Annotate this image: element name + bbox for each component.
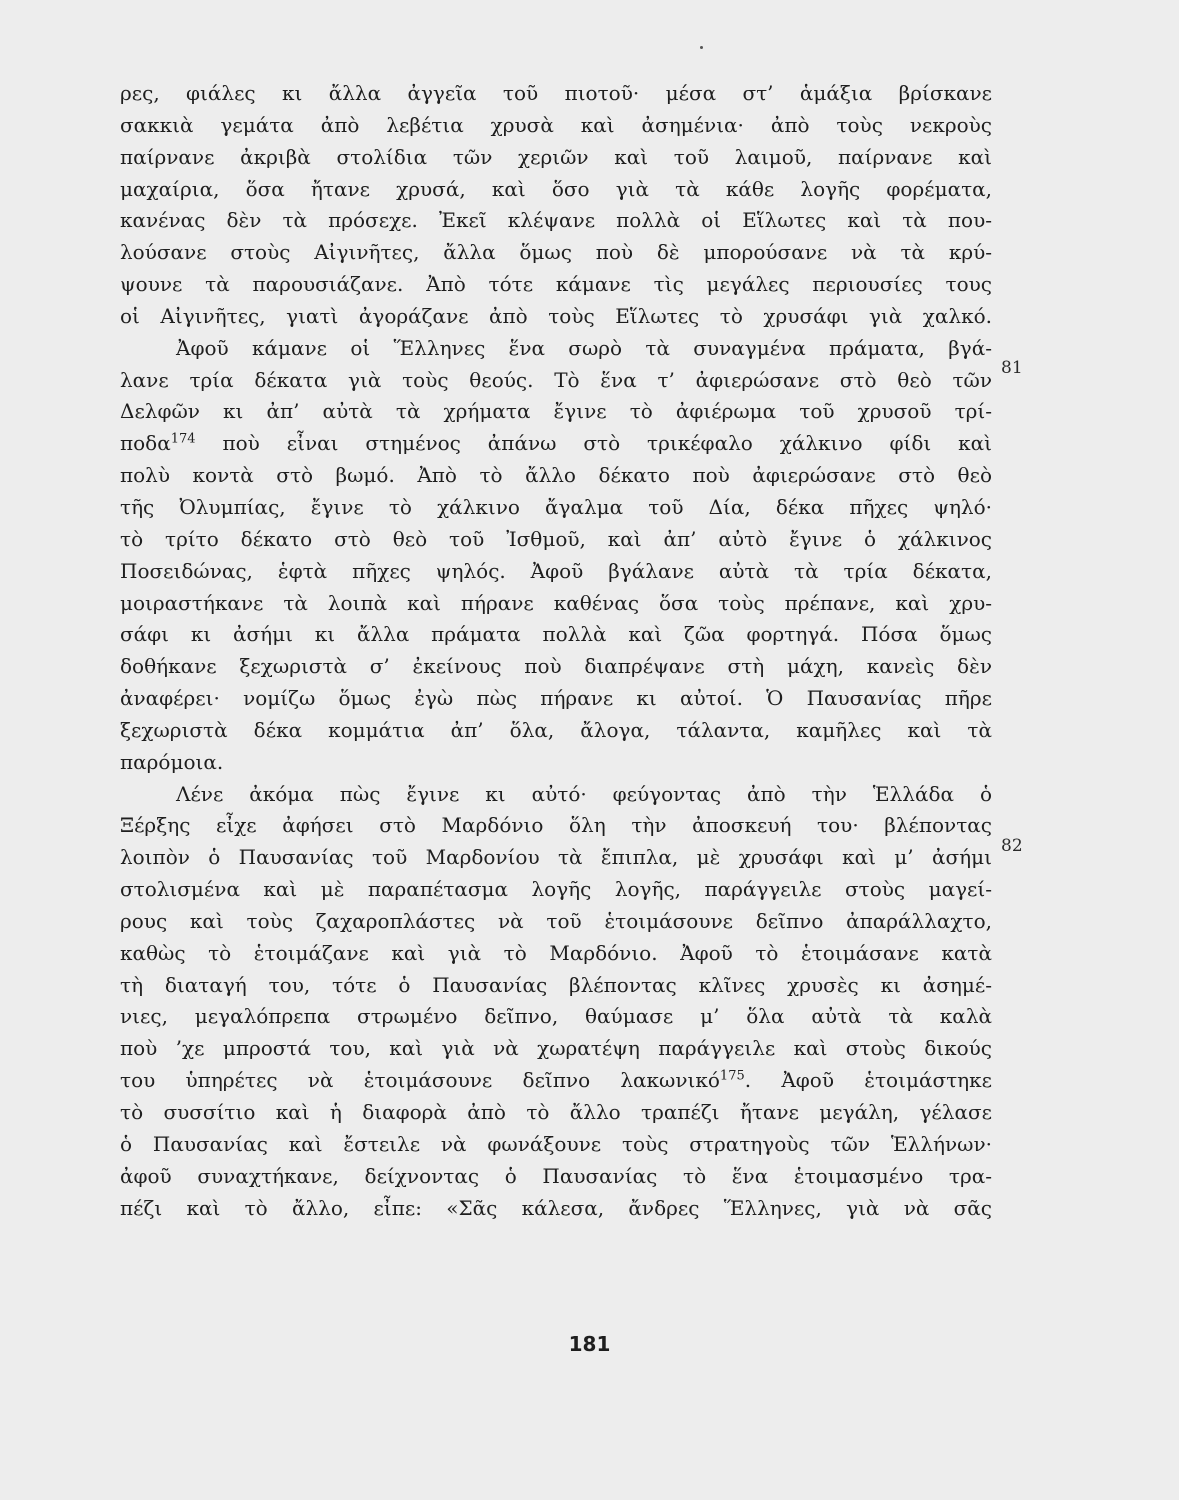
footnote-marker: 175 <box>719 1068 745 1084</box>
text-line: πέζι καὶ τὸ ἄλλο, εἶπε: «Σᾶς κάλεσα, ἄνδρες Ἕλληνες, γιὰ νὰ σᾶς <box>120 1195 992 1220</box>
text-line: στολισμένα καὶ μὲ παραπέτασμα λογῆς λογῆς, παράγγειλε στοὺς μαγεί- <box>120 877 992 902</box>
text-line: ποὺ ’χε μπροστά του, καὶ γιὰ νὰ χωρατέψη παράγγειλε καὶ στοὺς δικούς <box>120 1036 992 1061</box>
text-line: πολὺ κοντὰ στὸ βωμό. Ἀπὸ τὸ ἄλλο δέκατο ποὺ ἀφιερώσανε στὸ θεὸ <box>120 463 992 488</box>
text-line: μαχαίρια, ὅσα ἤτανε χρυσά, καὶ ὅσο γιὰ τὰ κάθε λογῆς φορέματα, <box>120 176 992 201</box>
margin-section-number: 81 <box>1001 358 1023 378</box>
text-line: Λένε ἀκόμα πὼς ἔγινε κι αὐτό· φεύγοντας ἀπὸ τὴν Ἑλλάδα ὁ <box>176 781 992 806</box>
text-line: Ποσειδώνας, ἑφτὰ πῆχες ψηλός. Ἀφοῦ βγάλανε αὐτὰ τὰ τρία δέκατα, <box>120 558 992 583</box>
text-line-with-footnote <box>120 1065 992 1097</box>
text-line: μοιραστήκανε τὰ λοιπὰ καὶ πήρανε καθένας ὅσα τοὺς πρέπανε, καὶ χρυ- <box>120 590 992 615</box>
page-number: 181 <box>568 1332 611 1356</box>
text-line: ὁ Παυσανίας καὶ ἔστειλε νὰ φωνάξουνε τοὺς στρατηγοὺς τῶν Ἑλλήνων· <box>120 1131 992 1156</box>
text-fragment: ποὺ εἶναι στημένος ἀπάνω στὸ τρικέφαλο χάλκινο φίδι καὶ <box>195 431 992 456</box>
text-line: ψουνε τὰ παρουσιάζανε. Ἀπὸ τότε κάμανε τὶς μεγάλες περιουσίες τους <box>120 272 992 297</box>
text-line: Ξέρξης εἶχε ἀφήσει στὸ Μαρδόνιο ὅλη τὴν ἀποσκευή του· βλέποντας <box>120 813 992 838</box>
text-fragment: ποδα <box>120 431 171 456</box>
main-text <box>120 78 992 1224</box>
paper-speck <box>700 46 703 49</box>
text-line: σακκιὰ γεμάτα ἀπὸ λεβέτια χρυσὰ καὶ ἀσημένια· ἀπὸ τοὺς νεκροὺς <box>120 112 992 137</box>
text-line: τὴ διαταγή του, τότε ὁ Παυσανίας βλέποντας κλῖνες χρυσὲς κι ἀσημέ- <box>120 972 992 997</box>
text-line: λοιπὸν ὁ Παυσανίας τοῦ Μαρδονίου τὰ ἔπιπλα, μὲ χρυσάφι καὶ μ’ ἀσήμι <box>120 845 992 870</box>
text-fragment: . Ἀφοῦ ἑτοιμάστηκε <box>744 1068 993 1093</box>
text-line: νιες, μεγαλόπρεπα στρωμένο δεῖπνο, θαύμασε μ’ ὅλα αὐτὰ τὰ καλὰ <box>120 1004 992 1029</box>
footnote-marker: 174 <box>170 431 196 447</box>
text-line: οἱ Αἰγινῆτες, γιατὶ ἀγοράζανε ἀπὸ τοὺς Εἵλωτες τὸ χρυσάφι γιὰ χαλκό. <box>120 303 992 328</box>
text-line: τὸ συσσίτιο καὶ ἡ διαφορὰ ἀπὸ τὸ ἄλλο τραπέζι ἤτανε μεγάλη, γέλασε <box>120 1100 992 1124</box>
text-line: λούσανε στοὺς Αἰγινῆτες, ἄλλα ὅμως ποὺ δὲ μπορούσανε νὰ τὰ κρύ- <box>120 240 992 265</box>
text-line: ἀφοῦ συναχτήκανε, δείχνοντας ὁ Παυσανίας τὸ ἕνα ἑτοιμασμένο τρα- <box>120 1163 992 1188</box>
text-line: ρους καὶ τοὺς ζαχαροπλάστες νὰ τοῦ ἑτοιμάσουνε δεῖπνο ἀπαράλλαχτο, <box>120 908 992 933</box>
text-line-with-footnote <box>120 428 992 460</box>
text-line: ρες, φιάλες κι ἄλλα ἀγγεῖα τοῦ πιοτοῦ· μέσα στ’ ἁμάξια βρίσκανε <box>120 81 992 105</box>
text-line: σάφι κι ἀσήμι κι ἄλλα πράματα πολλὰ καὶ ζῶα φορτηγά. Πόσα ὅμως <box>120 622 992 647</box>
text-line: Ἀφοῦ κάμανε οἱ Ἕλληνες ἕνα σωρὸ τὰ συναγμένα πράματα, βγά- <box>176 335 992 360</box>
text-line: καθὼς τὸ ἑτοιμάζανε καὶ γιὰ τὸ Μαρδόνιο. Ἀφοῦ τὸ ἑτοιμάσανε κατὰ <box>120 940 992 965</box>
text-fragment: του ὑπηρέτες νὰ ἑτοιμάσουνε δεῖπνο λακωνικό <box>120 1068 720 1093</box>
text-line: παρόμοια. <box>120 749 224 774</box>
text-line: ἀναφέρει· νομίζω ὅμως ἐγὼ πὼς πήρανε κι αὐτοί. Ὁ Παυσανίας πῆρε <box>120 686 992 711</box>
margin-section-number: 82 <box>1001 836 1023 856</box>
text-line: τῆς Ὀλυμπίας, ἔγινε τὸ χάλκινο ἄγαλμα τοῦ Δία, δέκα πῆχες ψηλό· <box>120 494 992 519</box>
text-line: λανε τρία δέκατα γιὰ τοὺς θεούς. Τὸ ἕνα τ’ ἀφιερώσανε στὸ θεὸ τῶν <box>120 367 992 392</box>
text-line: παίρνανε ἀκριβὰ στολίδια τῶν χεριῶν καὶ τοῦ λαιμοῦ, παίρνανε καὶ <box>120 144 992 169</box>
text-line: ξεχωριστὰ δέκα κομμάτια ἀπ’ ὅλα, ἄλογα, τάλαντα, καμῆλες καὶ τὰ <box>120 717 992 742</box>
text-line: δοθήκανε ξεχωριστὰ σ’ ἐκείνους ποὺ διαπρέψανε στὴ μάχη, κανεὶς δὲν <box>120 654 992 679</box>
text-line: Δελφῶν κι ἀπ’ αὐτὰ τὰ χρήματα ἔγινε τὸ ἀφιέρωμα τοῦ χρυσοῦ τρί- <box>120 399 992 424</box>
text-line: κανένας δὲν τὰ πρόσεχε. Ἐκεῖ κλέψανε πολλὰ οἱ Εἵλωτες καὶ τὰ που- <box>120 208 992 233</box>
text-line: τὸ τρίτο δέκατο στὸ θεὸ τοῦ Ἰσθμοῦ, καὶ ἀπ’ αὐτὸ ἔγινε ὁ χάλκινος <box>120 526 992 551</box>
